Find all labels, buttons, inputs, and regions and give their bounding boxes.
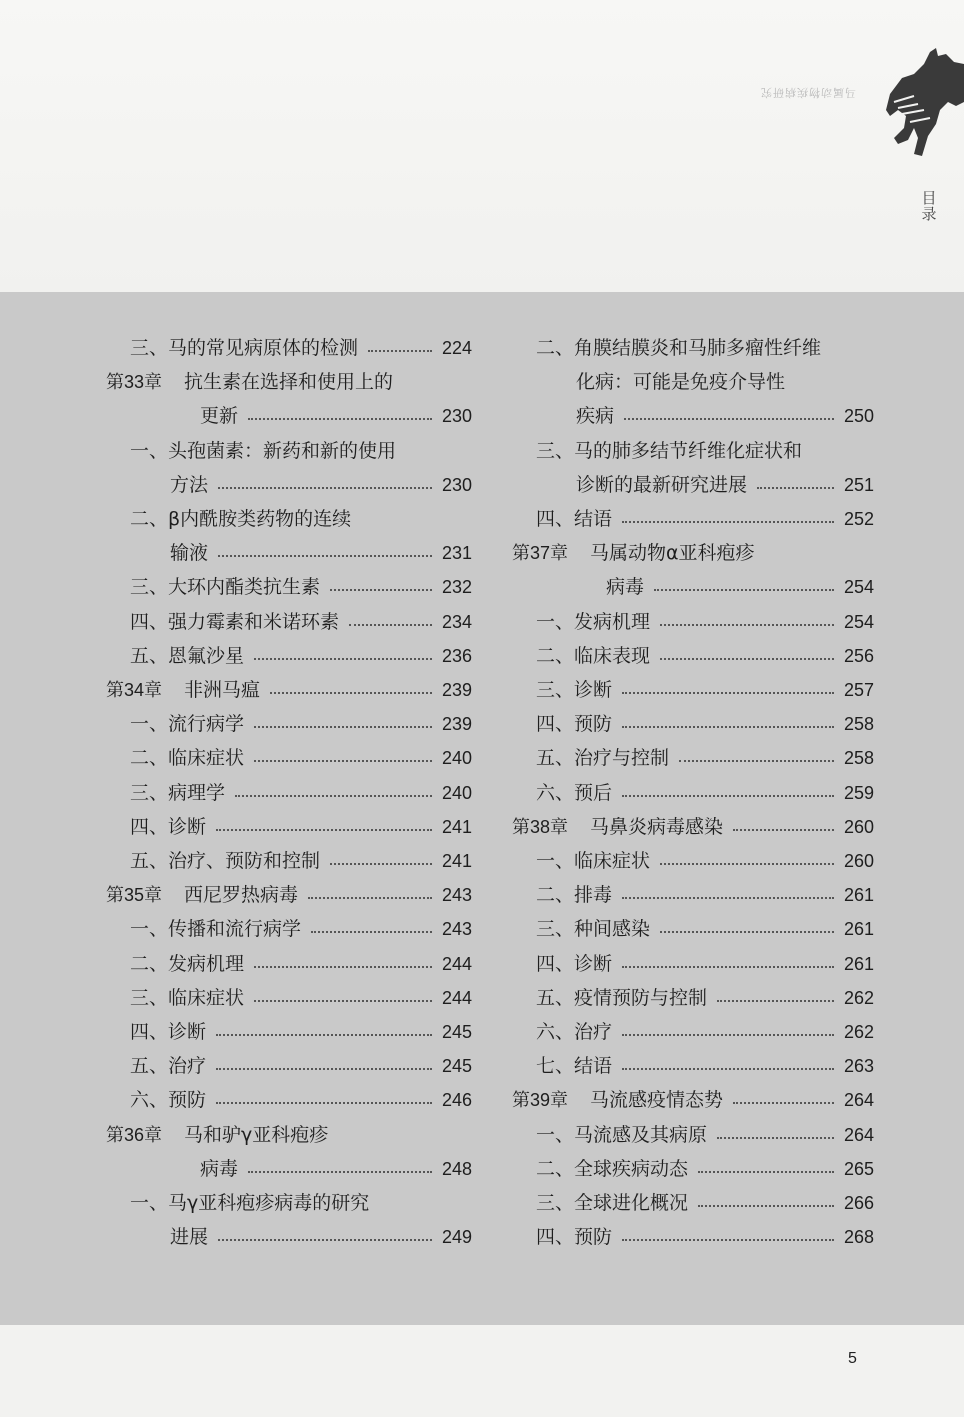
toc-entry [130, 1186, 472, 1220]
entry-title: 二、临床症状 [130, 747, 245, 770]
toc-entry [130, 707, 472, 741]
dot-leader [757, 487, 834, 489]
toc-entry [536, 741, 874, 775]
entry-title: 输液 [170, 542, 209, 565]
page-ref: 230 [441, 474, 472, 495]
entry-title: 二、β内酰胺类药物的连续 [130, 508, 352, 530]
toc-entry [536, 1015, 874, 1049]
entry-title: 一、头孢菌素：新药和新的使用 [130, 439, 397, 462]
page-ref: 243 [441, 919, 472, 940]
toc-entry [536, 981, 874, 1015]
page-ref: 239 [441, 680, 472, 700]
page-ref: 236 [441, 645, 472, 666]
toc-chapter-entry [512, 810, 874, 844]
page-ref: 261 [843, 919, 874, 940]
dot-leader [624, 418, 834, 420]
toc-chapter-entry [106, 878, 472, 912]
toc-entry [576, 365, 874, 399]
chapter-number: 第36章 [106, 1124, 163, 1145]
toc-entry [536, 844, 874, 878]
toc-chapter-entry [106, 673, 472, 707]
dot-leader [622, 1068, 834, 1070]
page-ref: 257 [843, 680, 874, 700]
toc-entry [170, 1220, 472, 1254]
entry-title: 一、马γ亚科疱疹病毒的研究 [130, 1192, 370, 1214]
series-title: 马属动物疾病研究 [760, 86, 856, 99]
entry-title: 五、治疗、预防和控制 [130, 850, 321, 872]
dot-leader [330, 589, 432, 591]
toc-entry [536, 1186, 874, 1220]
chapter-number: 第35章 [106, 885, 163, 906]
page-ref: 261 [843, 953, 874, 974]
toc-entry [130, 776, 472, 810]
dot-leader [254, 760, 432, 762]
toc-entry [576, 468, 874, 502]
entry-title: 三、诊断 [536, 679, 613, 701]
dot-leader [368, 350, 432, 352]
toc-entry [130, 331, 472, 365]
dot-leader [698, 1205, 834, 1207]
entry-title: 四、诊断 [130, 1021, 207, 1043]
dot-leader [254, 966, 432, 968]
toc-entry [536, 1118, 874, 1152]
entry-title: 三、大环内酯类抗生素 [130, 576, 321, 599]
dot-leader [216, 829, 432, 831]
entry-title: 五、治疗与控制 [536, 747, 670, 770]
entry-title: 一、马流感及其病原 [536, 1123, 708, 1146]
toc-entry [536, 1220, 874, 1254]
dot-leader [248, 1171, 432, 1173]
toc-entry [536, 878, 874, 912]
dot-leader [698, 1171, 834, 1173]
entry-title: 二、排毒 [536, 884, 613, 907]
dot-leader [660, 931, 834, 933]
page-ref: 241 [441, 816, 472, 837]
chapter-number: 第38章 [512, 816, 569, 837]
toc-entry [200, 399, 472, 433]
toc-chapter-entry [106, 1118, 472, 1152]
page-ref: 246 [441, 1090, 472, 1111]
toc-entry [130, 605, 472, 639]
dot-leader [254, 1000, 432, 1002]
page-ref: 260 [843, 816, 874, 837]
entry-title: 五、疫情预防与控制 [536, 986, 708, 1009]
page-ref: 264 [843, 1124, 874, 1145]
page-ref: 230 [441, 406, 472, 427]
page-ref: 260 [843, 851, 874, 871]
dot-leader [216, 1034, 432, 1036]
dot-leader [254, 726, 432, 728]
dot-leader [622, 1239, 834, 1241]
toc-entry [536, 912, 874, 946]
toc-entry [130, 1015, 472, 1049]
page-ref: 248 [441, 1158, 472, 1179]
dot-leader [218, 555, 432, 557]
page-ref: 262 [843, 987, 874, 1008]
toc-entry [536, 639, 874, 673]
dot-leader [254, 658, 432, 660]
dot-leader [622, 966, 834, 968]
toc-entry [170, 468, 472, 502]
page-ref: 258 [843, 714, 874, 735]
toc-entry [536, 1152, 874, 1186]
entry-title: 五、恩氟沙星 [130, 644, 245, 667]
chapter-title: 非洲马瘟 [184, 679, 261, 701]
page-ref: 264 [843, 1090, 874, 1111]
dot-leader [235, 795, 432, 797]
toc-entry [170, 536, 472, 570]
entry-title: 诊断的最新研究进展 [576, 473, 748, 496]
toc-chapter-entry [106, 365, 472, 399]
dot-leader [733, 1102, 834, 1104]
page-ref: 268 [843, 1227, 874, 1248]
entry-title: 三、马的常见病原体的检测 [130, 337, 359, 359]
page-ref: 245 [441, 1056, 472, 1077]
toc-entry [130, 434, 472, 468]
chapter-title: 马鼻炎病毒感染 [590, 815, 724, 838]
chapter-number: 第33章 [106, 372, 163, 393]
page-ref: 240 [441, 782, 472, 803]
page-ref: 244 [441, 987, 472, 1008]
dot-leader [270, 692, 432, 694]
entry-title: 一、传播和流行病学 [130, 918, 302, 941]
entry-title: 一、临床症状 [536, 850, 651, 872]
toc-entry [130, 981, 472, 1015]
toc-chapter-entry [512, 1083, 874, 1117]
toc-entry [536, 947, 874, 981]
entry-title: 病毒 [606, 576, 645, 599]
entry-title: 四、预防 [536, 1226, 613, 1249]
chapter-title: 马流感疫情态势 [590, 1089, 724, 1112]
toc-entry [130, 947, 472, 981]
toc-entry [130, 502, 472, 536]
entry-title: 三、全球进化概况 [536, 1192, 689, 1214]
toc-entry [536, 331, 874, 365]
toc-entry [536, 605, 874, 639]
page-header [0, 0, 964, 292]
entry-title: 六、治疗 [536, 1021, 613, 1043]
dot-leader [660, 658, 834, 660]
entry-title: 六、预防 [130, 1089, 207, 1112]
toc-entry [130, 639, 472, 673]
chapter-title: 西尼罗热病毒 [184, 884, 299, 907]
entry-title: 方法 [170, 473, 209, 496]
toc-entry [536, 673, 874, 707]
toc-side-label: 目录 [921, 189, 937, 223]
entry-title: 二、角膜结膜炎和马肺多瘤性纤维 [536, 337, 822, 359]
toc-entry [130, 844, 472, 878]
dot-leader [311, 931, 432, 933]
page-ref: 254 [843, 611, 874, 632]
entry-title: 三、种间感染 [536, 918, 651, 941]
entry-title: 四、结语 [536, 508, 613, 530]
entry-title: 七、结语 [536, 1055, 613, 1078]
entry-title: 四、预防 [536, 713, 613, 736]
page-ref: 244 [441, 953, 472, 974]
page-ref: 241 [441, 851, 472, 871]
toc-entry [536, 707, 874, 741]
toc-entry [200, 1152, 472, 1186]
toc-entry [576, 399, 874, 433]
entry-title: 一、流行病学 [130, 713, 245, 736]
toc-entry [130, 1049, 472, 1083]
entry-title: 五、治疗 [130, 1055, 207, 1078]
galloping-horse-icon [884, 44, 964, 164]
dot-leader [216, 1068, 432, 1070]
page-ref: 249 [441, 1227, 472, 1248]
entry-title: 四、诊断 [130, 815, 207, 838]
page-ref: 263 [843, 1056, 874, 1077]
dot-leader [622, 795, 834, 797]
toc-chapter-entry [512, 536, 874, 570]
dot-leader [679, 760, 834, 762]
dot-leader [248, 418, 432, 420]
entry-title: 四、诊断 [536, 952, 613, 975]
page-ref: 240 [441, 748, 472, 769]
dot-leader [622, 692, 834, 694]
dot-leader [308, 897, 432, 899]
page-ref: 259 [843, 782, 874, 803]
page-ref: 256 [843, 645, 874, 666]
page-ref: 234 [441, 611, 472, 632]
toc-entry [130, 570, 472, 604]
chapter-title: 马和驴γ亚科疱疹 [184, 1123, 329, 1146]
page-ref: 261 [843, 885, 874, 906]
dot-leader [622, 726, 834, 728]
entry-title: 进展 [170, 1226, 209, 1249]
chapter-number: 第39章 [512, 1090, 569, 1111]
page-ref: 254 [843, 577, 874, 598]
dot-leader [654, 589, 834, 591]
dot-leader [218, 487, 432, 489]
entry-title: 四、强力霉素和米诺环素 [130, 610, 340, 633]
chapter-number: 第34章 [106, 680, 163, 700]
toc-entry [536, 776, 874, 810]
entry-title: 三、马的肺多结节纤维化症状和 [536, 439, 803, 462]
dot-leader [330, 863, 432, 865]
entry-title: 一、发病机理 [536, 610, 651, 633]
dot-leader [733, 829, 834, 831]
toc-entry [130, 810, 472, 844]
entry-title: 病毒 [200, 1157, 239, 1180]
dot-leader [218, 1239, 432, 1241]
chapter-title: 抗生素在选择和使用上的 [184, 371, 394, 394]
entry-title: 疾病 [576, 405, 615, 428]
page-ref: 251 [843, 474, 874, 495]
entry-title: 化病：可能是免疫介导性 [576, 371, 786, 394]
page-ref: 224 [441, 338, 472, 358]
entry-title: 更新 [200, 405, 239, 428]
toc-entry [130, 912, 472, 946]
page-ref: 250 [843, 406, 874, 427]
page-ref: 243 [441, 885, 472, 906]
page-ref: 266 [843, 1193, 874, 1213]
page-ref: 265 [843, 1158, 874, 1179]
toc-entry [536, 434, 874, 468]
dot-leader [660, 863, 834, 865]
page-ref: 232 [441, 577, 472, 598]
entry-title: 二、全球疾病动态 [536, 1157, 689, 1180]
dot-leader [622, 1034, 834, 1036]
dot-leader [622, 521, 834, 523]
page-ref: 262 [843, 1022, 874, 1042]
page-ref: 258 [843, 748, 874, 769]
toc-entry [130, 741, 472, 775]
entry-title: 二、发病机理 [130, 952, 245, 975]
dot-leader [622, 897, 834, 899]
entry-title: 六、预后 [536, 781, 613, 804]
dot-leader [717, 1000, 834, 1002]
dot-leader [349, 624, 432, 626]
chapter-title: 马属动物α亚科疱疹 [590, 542, 755, 565]
page-ref: 252 [843, 509, 874, 529]
dot-leader [717, 1137, 834, 1139]
page-number: 5 [848, 1350, 857, 1367]
entry-title: 三、临床症状 [130, 986, 245, 1009]
toc-entry [536, 502, 874, 536]
toc-entry [130, 1083, 472, 1117]
dot-leader [660, 624, 834, 626]
page-ref: 239 [441, 714, 472, 735]
entry-title: 三、病理学 [130, 781, 226, 804]
entry-title: 二、临床表现 [536, 644, 651, 667]
dot-leader [216, 1102, 432, 1104]
toc-entry [536, 1049, 874, 1083]
page-ref: 245 [441, 1022, 472, 1042]
toc-entry [606, 570, 874, 604]
chapter-number: 第37章 [512, 543, 569, 564]
page-ref: 231 [441, 543, 472, 564]
